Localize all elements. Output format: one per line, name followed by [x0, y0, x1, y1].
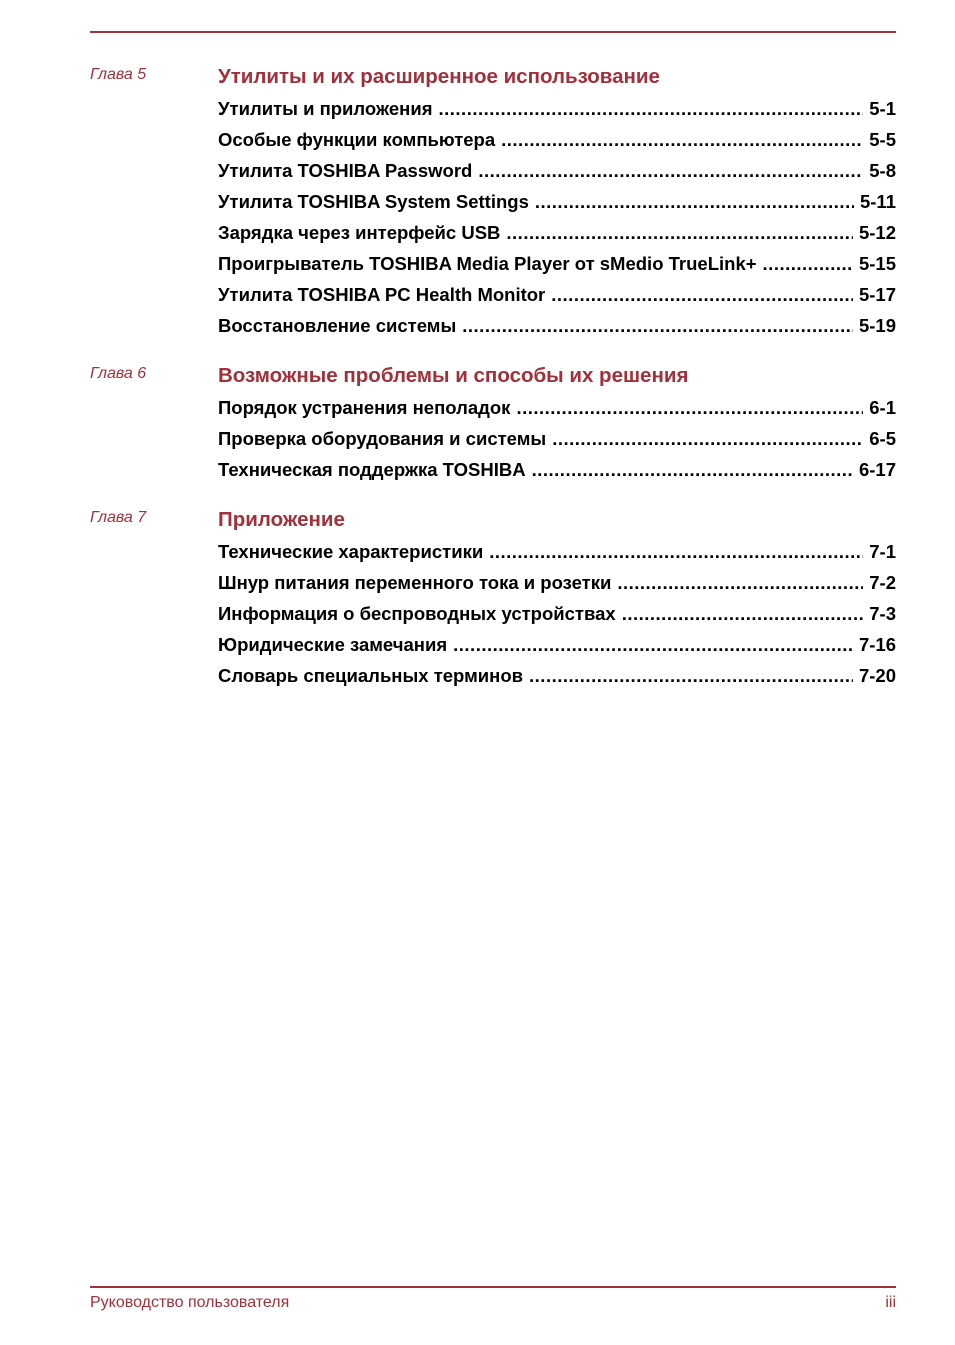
- toc-entry-page: 5-11: [859, 191, 896, 212]
- toc-entry-page: 5-19: [858, 315, 896, 336]
- dot-leader: [617, 567, 863, 598]
- toc-entry-title: Проверка оборудования и системы: [218, 428, 547, 449]
- footer-rule: [90, 1286, 896, 1288]
- toc-entry-page: 7-3: [869, 603, 896, 624]
- dot-leader: [551, 279, 853, 310]
- chapter-section: [90, 359, 896, 485]
- toc-entry-title: Зарядка через интерфейс USB: [218, 222, 501, 243]
- dot-leader: [489, 536, 863, 567]
- toc-entry[interactable]: [218, 598, 896, 629]
- chapter-label: Глава 6: [90, 365, 147, 382]
- chapter-title[interactable]: Утилиты и их расширенное использование: [218, 65, 660, 88]
- dot-leader: [552, 423, 863, 454]
- chapter-label: Глава 5: [90, 66, 147, 83]
- toc-entry[interactable]: [218, 124, 896, 155]
- toc-entry[interactable]: [218, 310, 896, 341]
- chapter-section: [90, 503, 896, 691]
- chapter-body: [218, 60, 896, 341]
- toc-entry-page: 5-17: [858, 284, 896, 305]
- toc-entry[interactable]: [218, 217, 896, 248]
- toc-entry-title: Утилита TOSHIBA System Settings: [218, 191, 529, 212]
- chapter-body: [218, 503, 896, 691]
- table-of-contents: [90, 60, 896, 709]
- toc-entry[interactable]: [218, 454, 896, 485]
- toc-entry[interactable]: [218, 155, 896, 186]
- toc-entry[interactable]: [218, 248, 896, 279]
- toc-entry-page: 6-5: [869, 428, 896, 449]
- toc-entry-title: Технические характеристики: [218, 541, 484, 562]
- header-rule: [90, 31, 896, 33]
- chapter-section: [90, 60, 896, 341]
- dot-leader: [453, 629, 853, 660]
- toc-entry-title: Порядок устранения неполадок: [218, 397, 511, 418]
- toc-entry-title: Утилиты и приложения: [218, 98, 433, 119]
- dot-leader: [462, 310, 853, 341]
- dot-leader: [763, 248, 853, 279]
- toc-entry-title: Особые функции компьютера: [218, 129, 496, 150]
- toc-entry[interactable]: [218, 567, 896, 598]
- toc-entry-title: Утилита TOSHIBA PC Health Monitor: [218, 284, 546, 305]
- footer-document-title: Руководство пользователя: [90, 1294, 290, 1311]
- toc-entry-page: 7-2: [869, 572, 896, 593]
- toc-entry-page: 5-5: [869, 129, 896, 150]
- toc-entry-title: Проигрыватель TOSHIBA Media Player от sMedio TrueLink+: [218, 253, 757, 274]
- dot-leader: [535, 186, 854, 217]
- toc-entry-title: Утилита TOSHIBA Password: [218, 160, 473, 181]
- toc-entry[interactable]: [218, 279, 896, 310]
- toc-entry[interactable]: [218, 660, 896, 691]
- toc-entry-page: 7-20: [858, 665, 896, 686]
- toc-entry-page: 5-1: [869, 98, 896, 119]
- dot-leader: [532, 454, 853, 485]
- dot-leader: [501, 124, 863, 155]
- toc-entry-title: Шнур питания переменного тока и розетки: [218, 572, 612, 593]
- toc-entry-page: 6-17: [858, 459, 896, 480]
- toc-entry-title: Словарь специальных терминов: [218, 665, 524, 686]
- toc-entry-page: 7-1: [869, 541, 896, 562]
- dot-leader: [529, 660, 853, 691]
- toc-entry-title: Восстановление системы: [218, 315, 457, 336]
- dot-leader: [516, 392, 863, 423]
- toc-entry[interactable]: [218, 423, 896, 454]
- chapter-label: Глава 7: [90, 509, 147, 526]
- toc-entry[interactable]: [218, 392, 896, 423]
- toc-entry-page: 5-8: [869, 160, 896, 181]
- toc-entry-page: 5-12: [858, 222, 896, 243]
- dot-leader: [622, 598, 864, 629]
- dot-leader: [478, 155, 863, 186]
- dot-leader: [506, 217, 853, 248]
- chapter-title[interactable]: Возможные проблемы и способы их решения: [218, 364, 689, 387]
- toc-entry-title: Техническая поддержка TOSHIBA: [218, 459, 526, 480]
- toc-entry-page: 5-15: [858, 253, 896, 274]
- footer-page-number: iii: [885, 1294, 896, 1311]
- toc-entry[interactable]: [218, 93, 896, 124]
- dot-leader: [439, 93, 864, 124]
- toc-entry-page: 6-1: [869, 397, 896, 418]
- toc-entry[interactable]: [218, 536, 896, 567]
- chapter-body: [218, 359, 896, 485]
- toc-entry[interactable]: [218, 186, 896, 217]
- toc-entry-page: 7-16: [858, 634, 896, 655]
- chapter-title[interactable]: Приложение: [218, 508, 345, 531]
- toc-entry-title: Юридические замечания: [218, 634, 448, 655]
- toc-entry-title: Информация о беспроводных устройствах: [218, 603, 616, 624]
- toc-entry[interactable]: [218, 629, 896, 660]
